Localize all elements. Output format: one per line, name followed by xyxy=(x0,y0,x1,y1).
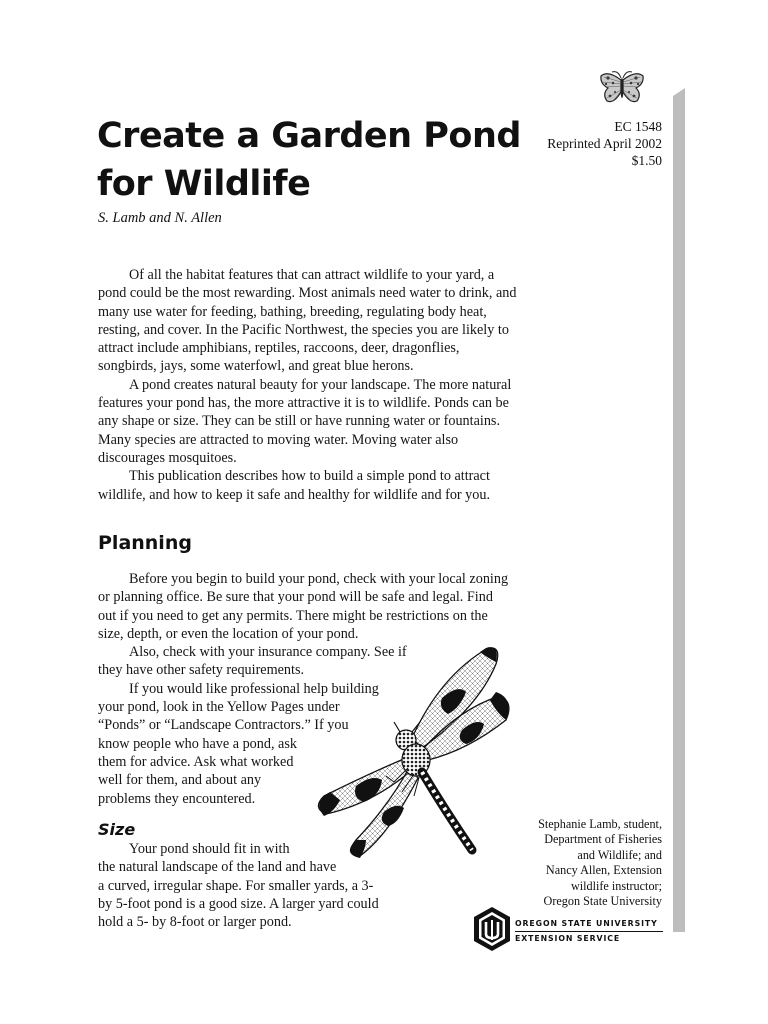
credit-line: Department of Fisheries xyxy=(544,832,662,847)
size-heading: Size xyxy=(98,820,136,839)
credit-line: and Wildlife; and xyxy=(577,847,662,862)
osu-extension-wordmark xyxy=(515,919,663,944)
size-line: Your pond should fit in with xyxy=(129,841,290,857)
size-line: a curved, irregular shape. For smaller yards, a 3- xyxy=(98,877,374,894)
price: $1.50 xyxy=(631,153,662,168)
planning-line: “Ponds” or “Landscape Contractors.” If you xyxy=(98,717,349,734)
intro-paragraph-2: A pond creates natural beauty for your landscape. The more natural features your pond has, the more attractive it is to wildlife. Ponds can be any shape or size. They can be still or have running water or fountains. Many species are attracted to moving water. Moving water also discourages mosquitoes. xyxy=(98,376,512,466)
authors: S. Lamb and N. Allen xyxy=(98,210,222,226)
credit-line: Nancy Allen, Extension xyxy=(545,863,662,878)
planning-line: Before you begin to build your pond, check with your local zoning xyxy=(129,571,509,587)
title-line-1: Create a Garden Pond xyxy=(97,116,521,156)
size-line: hold a 5- by 8-foot or larger pond. xyxy=(98,914,292,931)
planning-line: your pond, look in the Yellow Pages under xyxy=(98,699,340,716)
osu-logo-icon xyxy=(472,906,512,952)
intro-paragraph-3: This publication describes how to build a simple pond to attract wildlife, and how to keep it safe and healthy for wildlife and for you. xyxy=(98,468,491,503)
planning-line: problems they encountered. xyxy=(98,790,256,807)
credit-line: wildlife instructor; xyxy=(570,878,662,893)
author-credits xyxy=(516,817,662,909)
size-line: the natural landscape of the land and have xyxy=(98,859,337,876)
size-line: by 5-foot pond is a good size. A larger yard could xyxy=(98,895,379,912)
planning-line: them for advice. Ask what worked xyxy=(98,753,294,770)
publication-number: EC 1548 xyxy=(614,119,662,134)
title-line-2: for Wildlife xyxy=(97,164,311,204)
page-edge-tab xyxy=(673,96,685,932)
planning-line: they have other safety requirements. xyxy=(98,662,305,679)
planning-heading: Planning xyxy=(98,532,192,554)
osu-name: OREGON STATE UNIVERSITY xyxy=(515,919,663,932)
planning-line: know people who have a pond, ask xyxy=(98,735,297,752)
reprint-date: Reprinted April 2002 xyxy=(547,136,662,151)
planning-line: well for them, and about any xyxy=(98,772,262,789)
planning-line: or planning office. Be sure that your pond will be safe and legal. Find xyxy=(98,589,493,606)
extension-service: EXTENSION SERVICE xyxy=(515,934,621,943)
butterfly-icon xyxy=(598,68,646,108)
planning-line: Also, check with your insurance company. See if xyxy=(129,644,407,661)
intro-paragraph-1: Of all the habitat features that can attract wildlife to your yard, a pond could be the most rewarding. Most animals need water to drink, and many use water for feeding, bathing, breeding, regulating body heat, resting, and cover. In the Pacific Northwest, the species you are likely to attract include amphibians, reptiles, raccoons, deer, dragonflies, songbirds, jays, some waterfowl, and great blue herons. xyxy=(98,267,517,375)
publication-info xyxy=(520,118,662,169)
planning-line: If you would like professional help building xyxy=(129,680,379,697)
credit-line: Oregon State University xyxy=(543,894,662,909)
planning-line: size, depth, or even the location of your pond. xyxy=(98,625,359,642)
planning-line: out if you need to get any permits. There might be restrictions on the xyxy=(98,607,488,624)
page-title xyxy=(97,112,521,208)
dragonfly-icon xyxy=(310,636,510,861)
intro-section xyxy=(98,266,518,504)
credit-line: Stephanie Lamb, student, xyxy=(538,817,662,831)
